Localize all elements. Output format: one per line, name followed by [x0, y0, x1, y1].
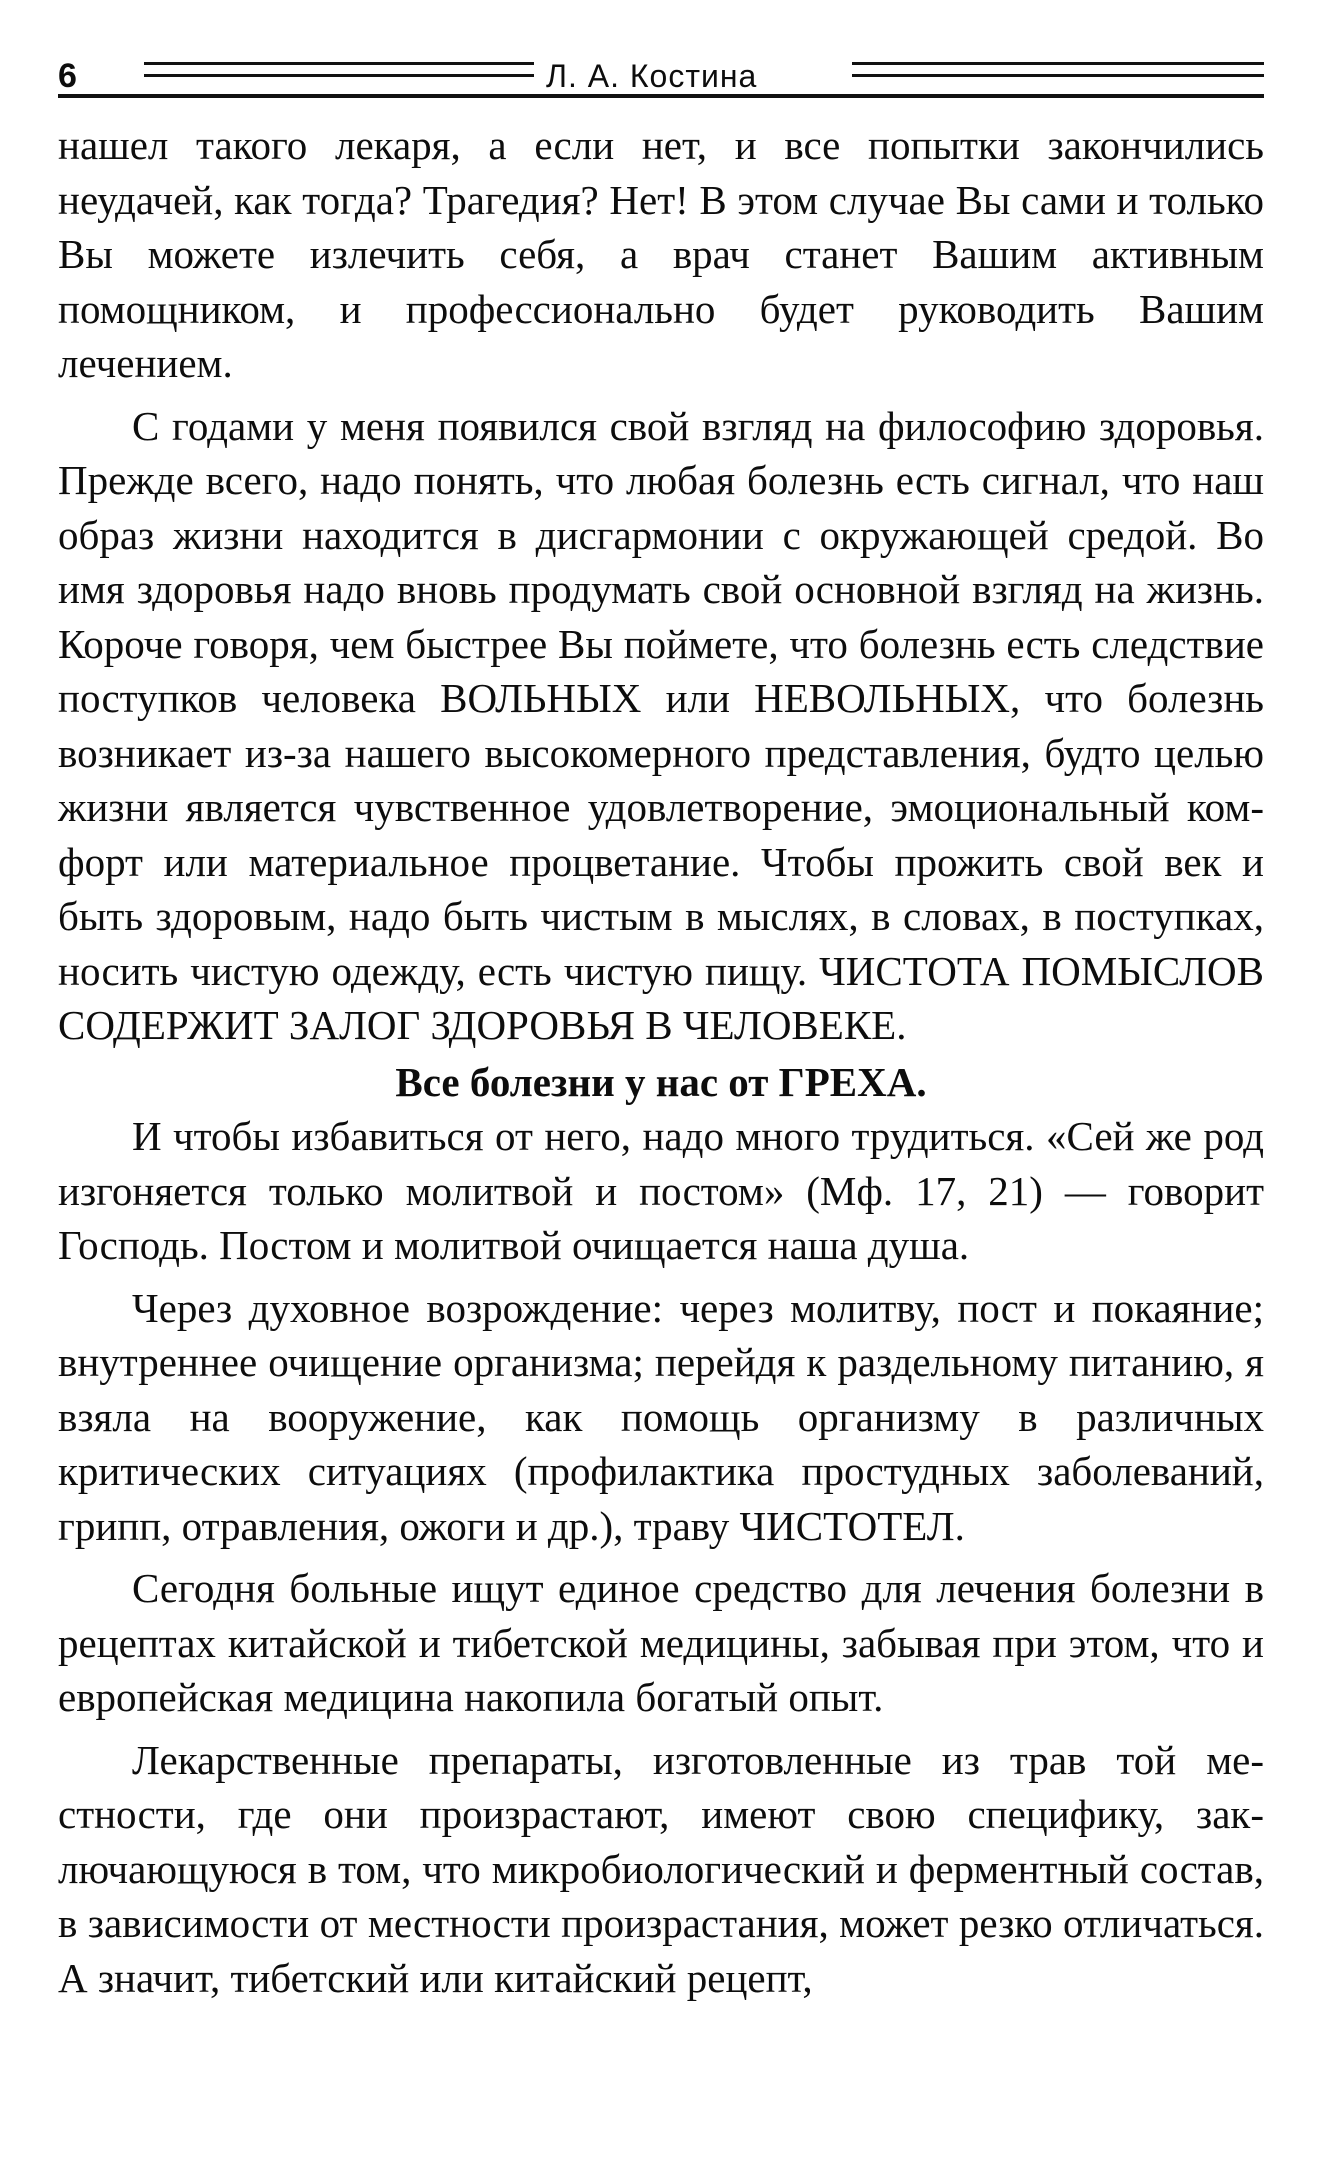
paragraph: Сегодня больные ищут единое средство для лечения болезни в рецептах китайской и тибетской медицины, забывая при этом, что и европейская медицина накопила богатый опыт. — [58, 1565, 1264, 1720]
header-underline — [58, 94, 1264, 98]
section-subheading: Все болезни у нас от ГРЕХА. — [395, 1058, 927, 1105]
body-text — [58, 118, 1264, 2005]
paragraph: И чтобы избавиться от него, надо много трудиться. «Сей же род изгоняется только молитвой и постом» (Мф. 17, 21) — говорит Господь. Постом и молитвой очищается наша душа. — [58, 1113, 1264, 1268]
header-rule — [144, 74, 534, 77]
paragraph: Лекарственные препараты, изготовленные из трав той местности, где они произрастают, имеют свою специфику, заключающуюся в том, что микробиологический и ферментный состав, в зависимости от местности произрастания, может резко отличаться. А значит, тибетский или китайский рецепт, — [58, 1736, 1264, 2001]
header-rule — [144, 62, 534, 65]
page-number: 6 — [58, 57, 77, 95]
header-rule — [852, 74, 1264, 77]
header-rule — [852, 62, 1264, 65]
paragraph: нашел такого лекаря, а если нет, и все попытки закончились неудачей, как тогда? Трагедия? Нет! В этом случае Вы сами и только Вы можете излечить себя, а врач станет Вашим активным помощником, и профессионально будет руководить Вашим лечением. — [58, 122, 1264, 386]
paragraph: С годами у меня появился свой взгляд на философию здоровья. Прежде всего, надо понять, что любая болезнь есть сигнал, что наш образ жизни находится в дисгармонии с окружающей средой. Во имя здоровья надо вновь продумать свой основной взгляд на жизнь. Короче говоря, чем быстрее Вы поймете, что болезнь есть следствие поступков человека ВОЛЬНЫХ или НЕВОЛЬНЫХ, что болезнь возникает из-за нашего высокомерного представления, будто целью жизни является чувственное удовлетворение, эмоциональный комфорт или материальное процветание. Чтобы прожить свой век и быть здоровым, надо быть чистым в мыслях, в словах, в поступках, носить чистую одежду, есть чистую пищу. ЧИСТОТА ПОМЫСЛОВ СОДЕРЖИТ ЗАЛОГ ЗДОРОВЬЯ В ЧЕЛОВЕКЕ. — [58, 402, 1264, 1048]
paragraph: Через духовное возрождение: через молитву, пост и покаяние; внутреннее очищение организма; перейдя к раздельному питанию, я взяла на вооружение, как помощь организму в различных критических ситуациях (профилактика простудных заболеваний, грипп, отравления, ожоги и др.), траву ЧИСТОТЕЛ. — [58, 1284, 1264, 1549]
running-title: Л. А. Костина — [546, 58, 758, 94]
running-header — [58, 52, 1264, 102]
